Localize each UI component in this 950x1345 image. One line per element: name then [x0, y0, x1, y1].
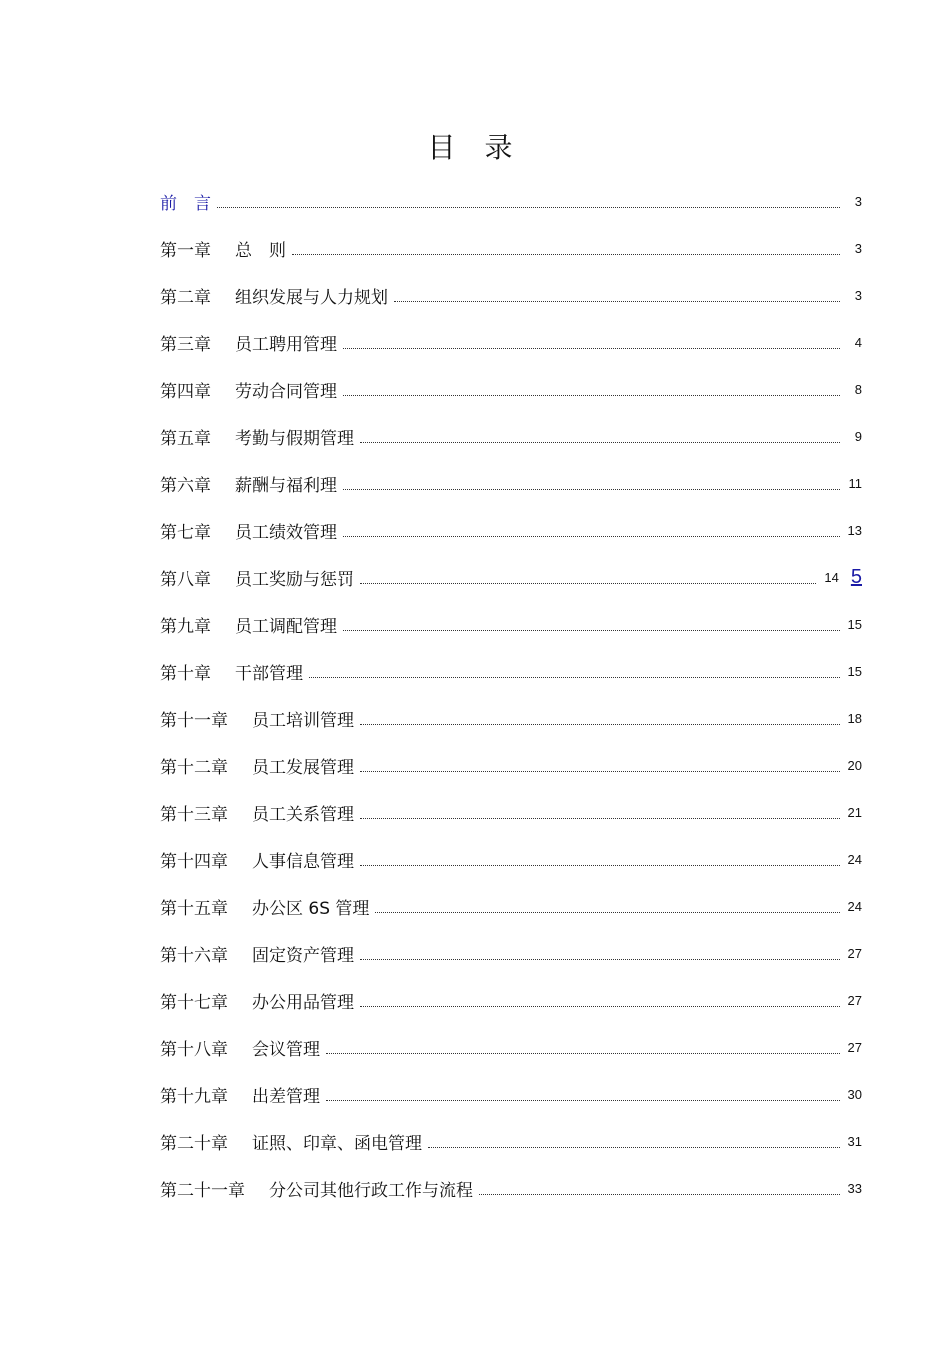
toc-entry[interactable]: [160, 1165, 862, 1212]
toc-entry-label[interactable]: [160, 1176, 473, 1201]
toc-entry[interactable]: [160, 1118, 862, 1165]
chapter-title: 固定资产管理: [252, 946, 354, 966]
page-number: 3: [854, 194, 862, 209]
toc-entry-label[interactable]: [160, 1035, 320, 1060]
dot-leader: [360, 724, 840, 725]
toc-entry-label[interactable]: [160, 377, 337, 402]
chapter-title: 员工培训管理: [252, 711, 354, 731]
toc-entry[interactable]: [160, 648, 862, 695]
page-number: 14: [824, 570, 839, 585]
chapter-title: 出差管理: [252, 1087, 320, 1107]
page-number: 33: [847, 1181, 862, 1196]
page-number: 21: [847, 805, 862, 820]
dot-leader: [343, 489, 840, 490]
toc-entry[interactable]: [160, 225, 862, 272]
chapter-title: 考勤与假期管理: [235, 429, 354, 449]
page-number: 15: [847, 617, 862, 632]
chapter-number: 第十三章: [160, 805, 228, 825]
toc-entry-label[interactable]: [160, 659, 303, 684]
chapter-title: 劳动合同管理: [235, 382, 337, 402]
chapter-title: 人事信息管理: [252, 852, 354, 872]
page-number: 27: [847, 946, 862, 961]
chapter-number: 第八章: [160, 570, 211, 590]
toc-entry-label[interactable]: [160, 424, 354, 449]
dot-leader: [326, 1053, 840, 1054]
page-number: 30: [847, 1087, 862, 1102]
chapter-title: 员工发展管理: [252, 758, 354, 778]
chapter-number: 第十一章: [160, 711, 228, 731]
dot-leader: [428, 1147, 840, 1148]
chapter-title: 员工调配管理: [235, 617, 337, 637]
chapter-number: 第十六章: [160, 946, 228, 966]
toc-entry[interactable]: [160, 178, 862, 225]
chapter-title: 薪酬与福利理: [235, 476, 337, 496]
toc-entry-label[interactable]: [160, 236, 286, 261]
toc-entry[interactable]: [160, 319, 862, 366]
dot-leader: [360, 959, 840, 960]
chapter-number: 第一章: [160, 241, 211, 261]
page-number: 27: [847, 993, 862, 1008]
chapter-title: 干部管理: [235, 664, 303, 684]
page-number: 24: [847, 899, 862, 914]
dot-leader: [326, 1100, 840, 1101]
toc-entry[interactable]: [160, 554, 862, 601]
chapter-number: 第十四章: [160, 852, 228, 872]
chapter-title: 员工绩效管理: [235, 523, 337, 543]
chapter-number: 第三章: [160, 335, 211, 355]
toc-entry-label[interactable]: [160, 1082, 320, 1107]
toc-entry[interactable]: [160, 507, 862, 554]
chapter-title: 证照、印章、函电管理: [252, 1134, 422, 1154]
chapter-number: 第四章: [160, 382, 211, 402]
toc-entry[interactable]: [160, 460, 862, 507]
dot-leader: [343, 630, 840, 631]
page-number: 31: [847, 1134, 862, 1149]
chapter-number: 第二十一章: [160, 1181, 245, 1201]
toc-entry[interactable]: [160, 977, 862, 1024]
dot-leader: [343, 395, 840, 396]
toc-entry[interactable]: [160, 272, 862, 319]
toc-entry[interactable]: [160, 742, 862, 789]
chapter-title: 办公区 6S 管理: [252, 899, 370, 919]
toc-entry[interactable]: [160, 366, 862, 413]
toc-entry-label[interactable]: [160, 565, 354, 590]
toc-entry[interactable]: [160, 883, 862, 930]
dot-leader: [360, 442, 840, 443]
dot-leader: [360, 1006, 840, 1007]
chapter-number: 第九章: [160, 617, 211, 637]
toc-entry[interactable]: [160, 1024, 862, 1071]
toc-entry-label[interactable]: [160, 800, 354, 825]
page-number: 13: [847, 523, 862, 538]
toc-entry-label[interactable]: [160, 894, 369, 919]
chapter-number: 第二章: [160, 288, 211, 308]
page-number: 11: [848, 476, 862, 491]
chapter-title: 分公司其他行政工作与流程: [269, 1181, 473, 1201]
toc-entry[interactable]: [160, 1071, 862, 1118]
chapter-title: 总 则: [235, 241, 286, 261]
page-number: 9: [854, 429, 862, 444]
toc-entry-label[interactable]: [160, 518, 337, 543]
toc-entry[interactable]: [160, 930, 862, 977]
toc-entry-label[interactable]: [160, 189, 211, 214]
toc-entry-label[interactable]: [160, 941, 354, 966]
toc-entry[interactable]: [160, 601, 862, 648]
page-number: 15: [847, 664, 862, 679]
chapter-title: 员工聘用管理: [235, 335, 337, 355]
dot-leader: [343, 536, 840, 537]
dot-leader: [360, 818, 840, 819]
page-number: 4: [854, 335, 862, 350]
toc-entry-label[interactable]: [160, 753, 354, 778]
chapter-number: 第十五章: [160, 899, 228, 919]
toc-title: 目 录: [427, 131, 523, 164]
toc-entry[interactable]: [160, 413, 862, 460]
toc-entry[interactable]: [160, 695, 862, 742]
page-number: 18: [847, 711, 862, 726]
dot-leader: [479, 1194, 840, 1195]
chapter-title: 办公用品管理: [252, 993, 354, 1013]
dot-leader: [375, 912, 839, 913]
page-number: 27: [847, 1040, 862, 1055]
chapter-title: 员工奖励与惩罚: [235, 570, 354, 590]
chapter-number: 第六章: [160, 476, 211, 496]
toc-entry[interactable]: [160, 789, 862, 836]
chapter-number: 第五章: [160, 429, 211, 449]
page-number: 8: [854, 382, 862, 397]
toc-entry-label[interactable]: [160, 612, 337, 637]
table-of-contents: [160, 178, 862, 1212]
chapter-number: 第十八章: [160, 1040, 228, 1060]
toc-entry-label[interactable]: [160, 847, 354, 872]
toc-entry-label[interactable]: [160, 471, 337, 496]
dot-leader: [343, 348, 840, 349]
toc-entry-label[interactable]: [160, 1129, 422, 1154]
page-link[interactable]: 5: [850, 566, 862, 588]
dot-leader: [292, 254, 840, 255]
page-number: 20: [847, 758, 862, 773]
dot-leader: [394, 301, 840, 302]
toc-entry-label[interactable]: [160, 706, 354, 731]
chapter-number: 第十七章: [160, 993, 228, 1013]
chapter-title: 员工关系管理: [252, 805, 354, 825]
dot-leader: [360, 583, 816, 584]
toc-entry-label[interactable]: [160, 283, 388, 308]
chapter-number: 前 言: [160, 194, 211, 214]
chapter-title: 组织发展与人力规划: [235, 288, 388, 308]
chapter-number: 第十章: [160, 664, 211, 684]
dot-leader: [217, 207, 840, 208]
chapter-title: 会议管理: [252, 1040, 320, 1060]
dot-leader: [360, 865, 840, 866]
toc-entry-label[interactable]: [160, 988, 354, 1013]
toc-entry-label[interactable]: [160, 330, 337, 355]
dot-leader: [309, 677, 840, 678]
toc-entry[interactable]: [160, 836, 862, 883]
chapter-number: 第十二章: [160, 758, 228, 778]
chapter-number: 第二十章: [160, 1134, 228, 1154]
chapter-number: 第七章: [160, 523, 211, 543]
page-number: 3: [854, 241, 862, 256]
dot-leader: [360, 771, 840, 772]
page-number: 3: [854, 288, 862, 303]
chapter-number: 第十九章: [160, 1087, 228, 1107]
page-number: 24: [847, 852, 862, 867]
